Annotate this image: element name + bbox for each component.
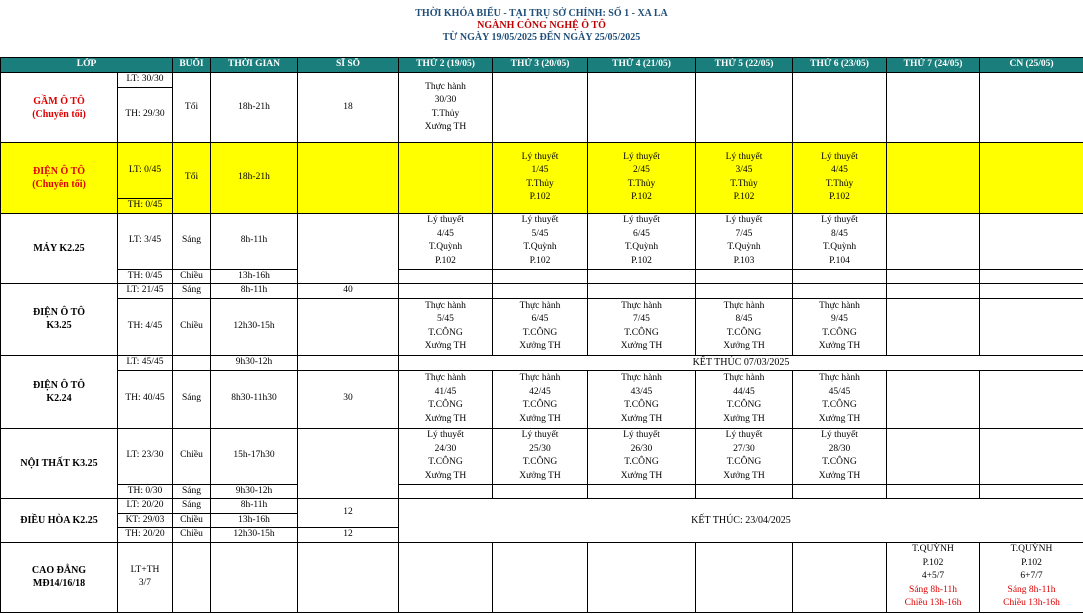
lt-progress: LT: 30/30: [118, 73, 173, 88]
time-slot: 8h-11h: [211, 284, 298, 299]
th-progress: TH: 29/30: [118, 88, 173, 143]
table-row: [1, 499, 1083, 514]
th-progress: TH: 0/30: [118, 484, 173, 499]
time-slot: 8h-11h: [211, 499, 298, 514]
student-count: 30: [298, 370, 399, 428]
session: Sáng: [173, 284, 211, 299]
lesson-cell: Lý thuyết 25/30 T.CÔNG Xưởng TH: [493, 428, 588, 484]
col-header-thu: THỨ 5 (22/05): [696, 58, 793, 73]
lesson-cell: Thực hành 41/45 T.CÔNG Xưởng TH: [399, 370, 493, 428]
lesson-cell: Thực hành 5/45 T.CÔNG Xưởng TH: [399, 298, 493, 355]
class-name: ĐIỆN Ô TÔ K2.24: [1, 355, 118, 428]
lesson-cell: Thực hành 8/45 T.CÔNG Xưởng TH: [696, 298, 793, 355]
lesson-cell: Lý thuyết 7/45 T.Quỳnh P.103: [696, 213, 793, 269]
lesson-cell: Lý thuyết 27/30 T.CÔNG Xưởng TH: [696, 428, 793, 484]
lesson-cell: T.QUỲNH P.102 4+5/7 Sáng 8h-11h Chiều 13h-16h: [887, 542, 980, 612]
session: Chiều: [173, 528, 211, 543]
class-name: MÁY K2.25: [1, 213, 118, 284]
table-row: [1, 484, 1083, 499]
lesson-cell: Thực hành 43/45 T.CÔNG Xưởng TH: [588, 370, 696, 428]
lesson-cell: Thực hành 6/45 T.CÔNG Xưởng TH: [493, 298, 588, 355]
table-row: [1, 213, 1083, 269]
lt-progress: LT: 20/20: [118, 499, 173, 514]
lt-progress: LT: 45/45: [118, 355, 173, 370]
session: Chiều: [173, 428, 211, 484]
session: Sáng: [173, 370, 211, 428]
table-row: [1, 269, 1083, 284]
lesson-cell: Lý thuyết 4/45 T.Quỳnh P.102: [399, 213, 493, 269]
lesson-cell: [980, 73, 1083, 143]
session: Sáng: [173, 484, 211, 499]
student-count: 18: [298, 73, 399, 143]
table-row: [1, 355, 1083, 370]
session: Sáng: [173, 499, 211, 514]
col-header-wed: THỨ 4 (21/05): [588, 58, 696, 73]
schedule-header: [0, 0, 1083, 44]
session: Sáng: [173, 213, 211, 269]
col-header-sat: THỨ 7 (24/05): [887, 58, 980, 73]
th-progress: TH: 20/20: [118, 528, 173, 543]
progress: LT+TH 3/7: [118, 542, 173, 612]
lesson-cell: [588, 73, 696, 143]
header-row: [1, 58, 1083, 73]
lesson-cell: Lý thuyết 3/45 T.Thủy P.102: [696, 143, 793, 214]
time-slot: 12h30-15h: [211, 298, 298, 355]
time-slot: 13h-16h: [211, 513, 298, 528]
lt-progress: LT: 0/45: [118, 143, 173, 199]
lesson-cell: Lý thuyết 8/45 T.Quỳnh P.104: [793, 213, 887, 269]
lesson-cell: Thực hành 9/45 T.CÔNG Xưởng TH: [793, 298, 887, 355]
th-progress: TH: 0/45: [118, 199, 173, 214]
lesson-cell: Lý thuyết 5/45 T.Quỳnh P.102: [493, 213, 588, 269]
timetable: [0, 57, 1083, 613]
end-notice: KẾT THÚC 07/03/2025: [399, 355, 1083, 370]
lesson-cell: T.QUỲNH P.102 6+7/7 Sáng 8h-11h Chiều 13h-16h: [980, 542, 1083, 612]
lesson-cell: Thực hành 30/30 T.Thủy Xưởng TH: [399, 73, 493, 143]
session: [173, 355, 211, 370]
class-name: ĐIỆN Ô TÔ (Chuyên tối): [1, 143, 118, 214]
time-slot: 12h30-15h: [211, 528, 298, 543]
session: Chiều: [173, 513, 211, 528]
lesson-cell: Thực hành 44/45 T.CÔNG Xưởng TH: [696, 370, 793, 428]
lesson-cell: Thực hành 7/45 T.CÔNG Xưởng TH: [588, 298, 696, 355]
col-header-class: LỚP: [1, 58, 173, 73]
session: Chiều: [173, 298, 211, 355]
col-header-tue: THỨ 3 (20/05): [493, 58, 588, 73]
student-count: 40: [298, 284, 399, 299]
col-header-time: THỜI GIAN: [211, 58, 298, 73]
col-header-mon: THỨ 2 (19/05): [399, 58, 493, 73]
student-count: [298, 213, 399, 284]
time-slot: 9h30-12h: [211, 484, 298, 499]
table-row: [1, 428, 1083, 484]
session: Chiều: [173, 269, 211, 284]
student-count: 12: [298, 499, 399, 528]
col-header-sun: CN (25/05): [980, 58, 1083, 73]
lesson-cell: [793, 73, 887, 143]
time-slot: 9h30-12h: [211, 355, 298, 370]
lesson-cell: [887, 73, 980, 143]
col-header-count: SĨ SỐ: [298, 58, 399, 73]
lesson-cell: [696, 73, 793, 143]
lesson-cell: Lý thuyết 6/45 T.Quỳnh P.102: [588, 213, 696, 269]
th-progress: TH: 4/45: [118, 298, 173, 355]
class-name: GẦM Ô TÔ (Chuyên tối): [1, 73, 118, 143]
lesson-cell: Lý thuyết 1/45 T.Thủy P.102: [493, 143, 588, 214]
class-name: ĐIỆN Ô TÔ K3.25: [1, 284, 118, 356]
table-row: [1, 298, 1083, 355]
table-row: [1, 370, 1083, 428]
lesson-cell: Lý thuyết 24/30 T.CÔNG Xưởng TH: [399, 428, 493, 484]
table-row: [1, 73, 1083, 88]
time-slot: 13h-16h: [211, 269, 298, 284]
time-slot: 18h-21h: [211, 143, 298, 214]
lesson-cell: [980, 143, 1083, 214]
date-range: TỪ NGÀY 19/05/2025 ĐẾN NGÀY 25/05/2025: [442, 32, 641, 43]
session: Tối: [173, 143, 211, 214]
time-slot: 8h-11h: [211, 213, 298, 269]
student-count: [298, 298, 399, 355]
major-title: NGÀNH CÔNG NGHỆ Ô TÔ: [477, 20, 606, 31]
class-name: ĐIỀU HÒA K2.25: [1, 499, 118, 543]
table-row: [1, 542, 1083, 612]
table-row: [1, 284, 1083, 299]
th-progress: TH: 40/45: [118, 370, 173, 428]
lesson-cell: Lý thuyết 26/30 T.CÔNG Xưởng TH: [588, 428, 696, 484]
lesson-cell: [493, 73, 588, 143]
kt-date: KT: 29/03: [118, 513, 173, 528]
time-slot: 8h30-11h30: [211, 370, 298, 428]
lesson-cell: Thực hành 45/45 T.CÔNG Xưởng TH: [793, 370, 887, 428]
lesson-cell: [399, 143, 493, 214]
session: Tối: [173, 73, 211, 143]
student-count: [298, 428, 399, 499]
schedule-title: THỜI KHÓA BIỂU - TẠI TRỤ SỞ CHÍNH: SỐ 1 - XA LA: [415, 8, 668, 19]
class-name: CAO ĐẲNG MĐ14/16/18: [1, 542, 118, 612]
lesson-cell: Lý thuyết 4/45 T.Thủy P.102: [793, 143, 887, 214]
class-name: NỘI THẤT K3.25: [1, 428, 118, 499]
lesson-cell: [980, 213, 1083, 269]
student-count: 12: [298, 528, 399, 543]
col-header-fri: THỨ 6 (23/05): [793, 58, 887, 73]
lesson-cell: [887, 213, 980, 269]
lesson-cell: Lý thuyết 28/30 T.CÔNG Xưởng TH: [793, 428, 887, 484]
lt-progress: LT: 21/45: [118, 284, 173, 299]
student-count: [298, 143, 399, 214]
time-slot: 18h-21h: [211, 73, 298, 143]
col-header-session: BUỔI: [173, 58, 211, 73]
lesson-cell: Thực hành 42/45 T.CÔNG Xưởng TH: [493, 370, 588, 428]
table-row: [1, 143, 1083, 199]
th-progress: TH: 0/45: [118, 269, 173, 284]
lt-progress: LT: 3/45: [118, 213, 173, 269]
lesson-cell: [887, 143, 980, 214]
end-notice: KẾT THÚC: 23/04/2025: [399, 499, 1083, 543]
time-slot: 15h-17h30: [211, 428, 298, 484]
lt-progress: LT: 23/30: [118, 428, 173, 484]
lesson-cell: Lý thuyết 2/45 T.Thủy P.102: [588, 143, 696, 214]
student-count: [298, 355, 399, 370]
